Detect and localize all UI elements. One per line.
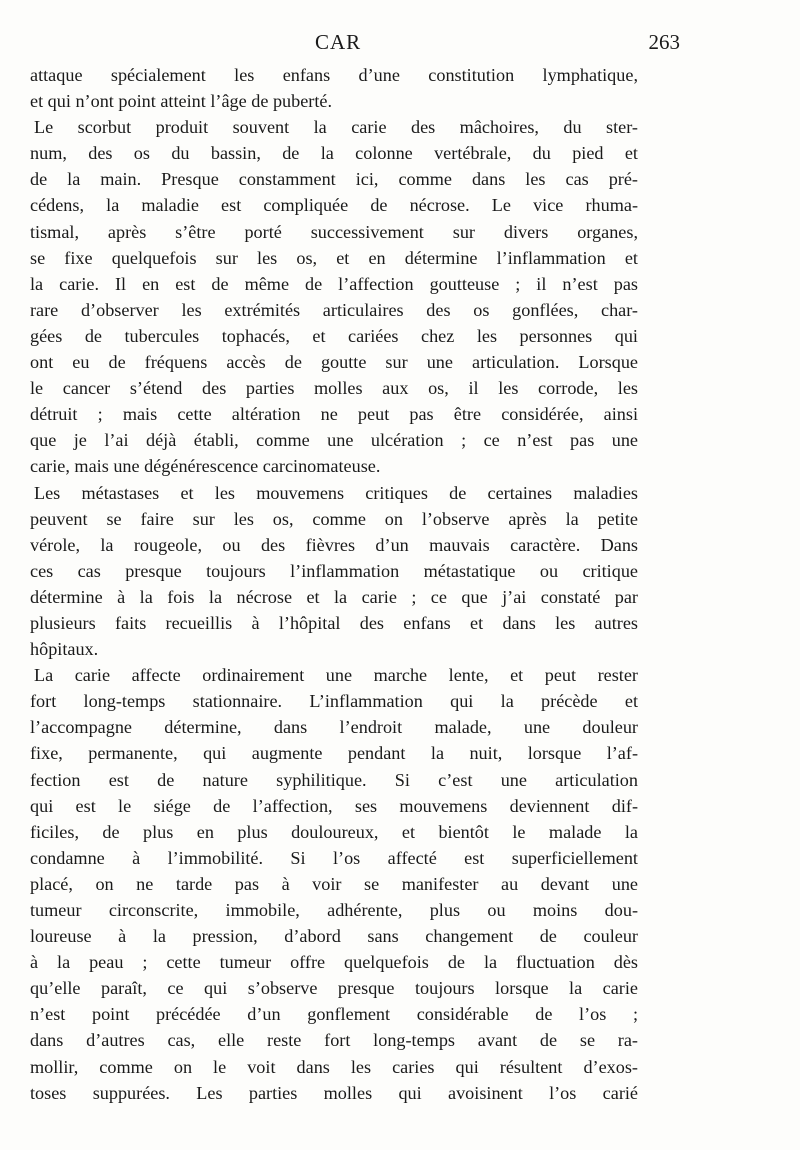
text-line: à la peau ; cette tumeur offre quelquefois de la fluctuation dès [30,952,638,973]
text-line: Le scorbut produit souvent la carie des mâchoires, du ster- [34,117,638,138]
text-line: dans d’autres cas, elle reste fort long-temps avant de se ra- [30,1030,638,1051]
text-line: tumeur circonscrite, immobile, adhérente, plus ou moins dou- [30,900,638,920]
page-number: 263 [648,30,680,54]
running-title: CAR [315,30,362,54]
text-line: détermine à la fois la nécrose et la carie ; ce que j’ai constaté par [30,586,638,607]
text-line: ont eu de fréquens accès de goutte sur une articulation. Lorsque [30,352,638,373]
text-line: détruit ; mais cette altération ne peut pas être considérée, ainsi [30,404,638,425]
text-line: cédens, la maladie est compliquée de nécrose. Le vice rhuma- [30,195,638,216]
text-line: hôpitaux. [30,639,99,660]
text-line: se fixe quelquefois sur les os, et en détermine l’inflammation et [30,247,638,268]
text-line: n’est point précédée d’un gonflement considérable de l’os ; [30,1004,638,1025]
text-line: condamne à l’immobilité. Si l’os affecté est superficiellement [30,847,638,868]
text-line: qui est le siége de l’affection, ses mouvemens deviennent dif- [30,795,638,816]
text-line: rare d’observer les extrémités articulaires des os gonflées, char- [30,299,638,320]
text-line: num, des os du bassin, de la colonne vertébrale, du pied et [30,143,638,164]
text-line: la carie. Il en est de même de l’affection goutteuse ; il n’est pas [30,273,638,294]
text-line: l’accompagne détermine, dans l’endroit malade, une douleur [30,717,638,738]
body-text [30,62,638,1106]
text-line: fort long-temps stationnaire. L’inflammation qui la précède et [30,691,638,712]
text-line: que je l’ai déjà établi, comme une ulcération ; ce n’est pas une [30,430,638,451]
text-line: placé, on ne tarde pas à voir se manifester au devant une [30,873,638,894]
text-line: peuvent se faire sur les os, comme on l’observe après la petite [30,508,638,529]
text-line: de la main. Presque constamment ici, comme dans les cas pré- [30,169,638,190]
text-line: Les métastases et les mouvemens critiques de certaines maladies [34,482,638,503]
text-line: mollir, comme on le voit dans les caries qui résultent d’exos- [30,1056,638,1077]
text-line: fixe, permanente, qui augmente pendant la nuit, lorsque l’af- [30,743,638,764]
text-line: fection est de nature syphilitique. Si c’est une articulation [30,769,638,790]
text-line: ces cas presque toujours l’inflammation métastatique ou critique [30,560,638,581]
text-line: La carie affecte ordinairement une marche lente, et peut rester [34,665,638,686]
text-line: tismal, après s’être porté successivement sur divers organes, [30,221,638,242]
text-line: ficiles, de plus en plus douloureux, et bientôt le malade la [30,821,638,842]
text-line: et qui n’ont point atteint l’âge de puberté. [30,91,333,112]
text-line: vérole, la rougeole, ou des fièvres d’un mauvais caractère. Dans [30,534,638,555]
text-line: gées de tubercules tophacés, et cariées chez les personnes qui [30,325,638,346]
text-line: toses suppurées. Les parties molles qui avoisinent l’os carié [30,1082,638,1103]
running-header [40,30,680,60]
text-line: le cancer s’étend des parties molles aux os, il les corrode, les [30,378,638,399]
text-line: qu’elle paraît, ce qui s’observe presque toujours lorsque la carie [30,978,638,999]
text-line: loureuse à la pression, d’abord sans changement de couleur [30,926,638,947]
text-line: plusieurs faits recueillis à l’hôpital des enfans et dans les autres [30,612,638,633]
text-line: attaque spécialement les enfans d’une constitution lymphatique, [30,65,638,85]
text-line: carie, mais une dégénérescence carcinomateuse. [30,456,381,477]
